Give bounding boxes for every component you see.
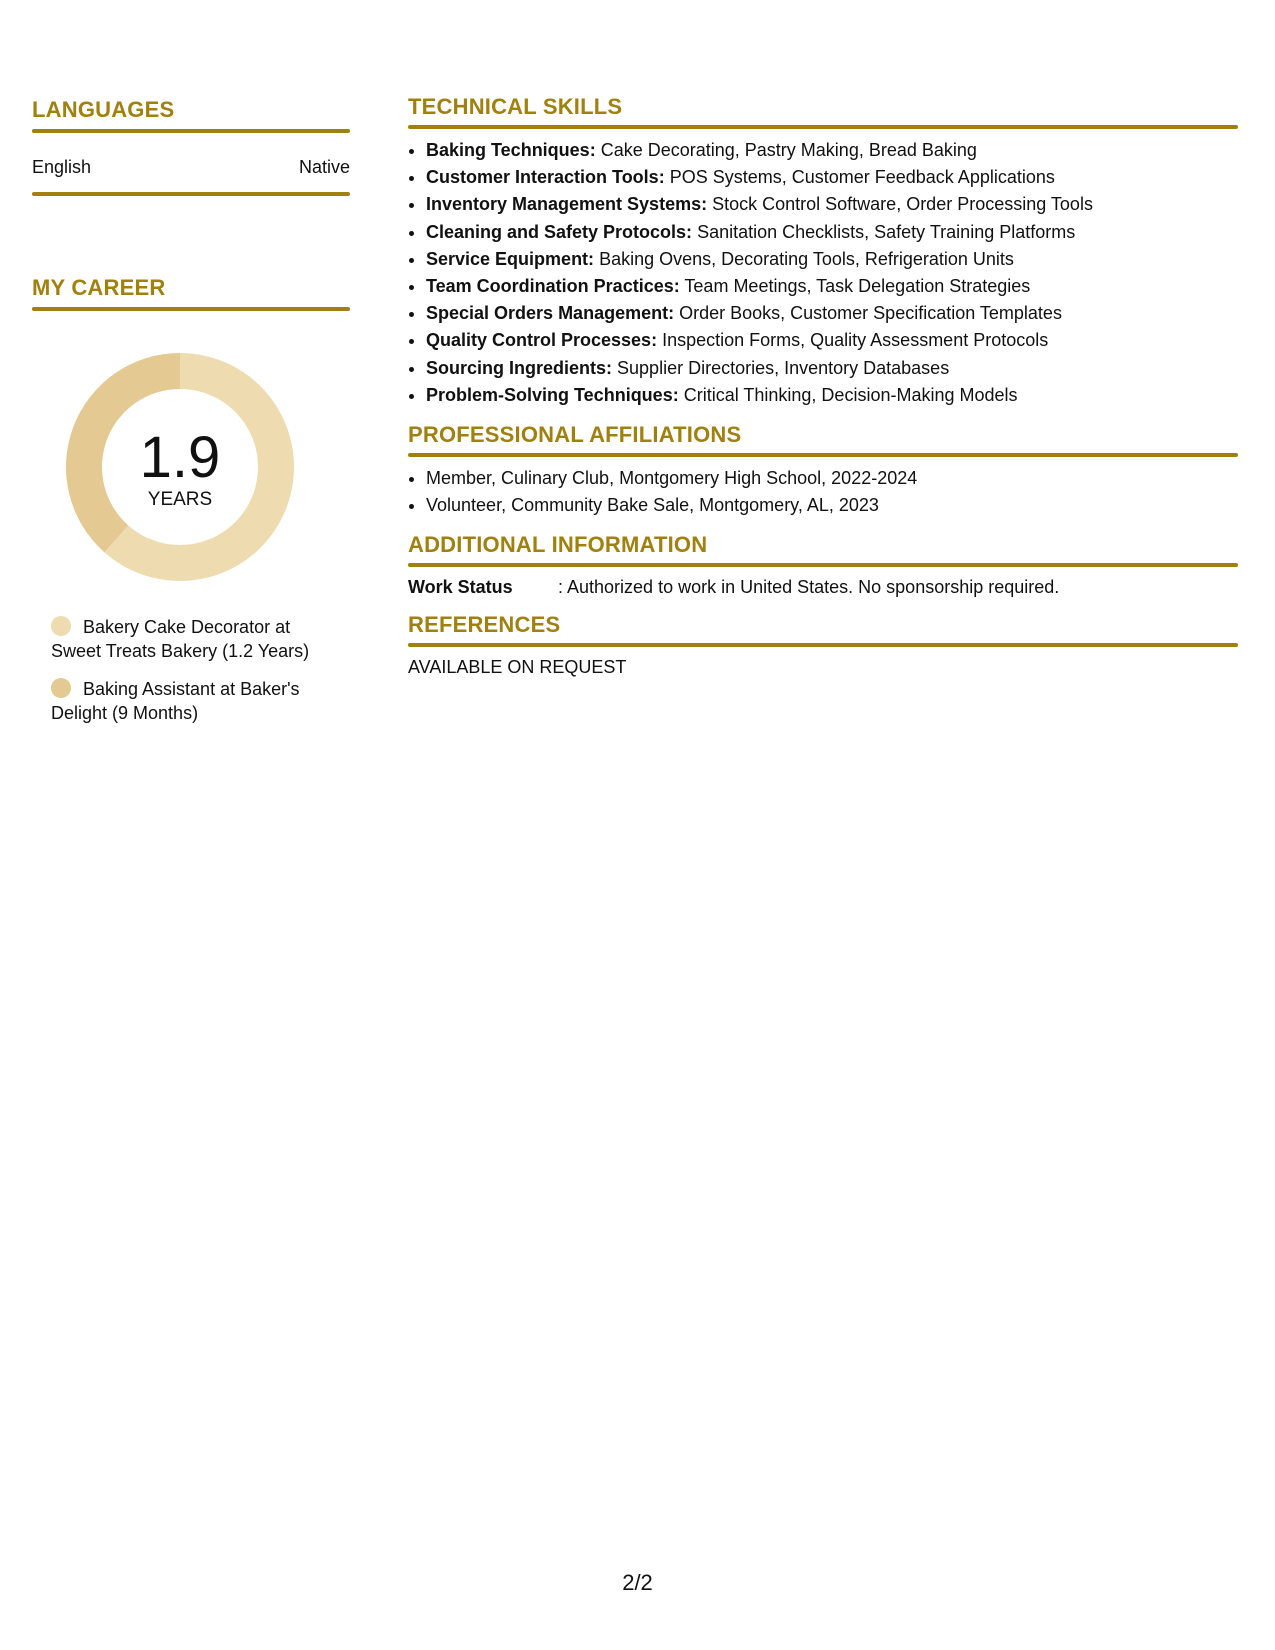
skill-item: [426, 355, 1238, 382]
career-total-value: 1.9: [139, 425, 221, 490]
languages-divider: [32, 129, 350, 133]
affiliation-item: • Member, Culinary Club, Montgomery High School, 2022-2024: [426, 465, 1238, 492]
skill-label: Inventory Management Systems:: [426, 194, 708, 215]
skill-item: [426, 164, 1238, 191]
language-level: Native: [298, 157, 350, 177]
skill-item: [426, 327, 1238, 354]
career-legend: [51, 615, 341, 725]
legend-dot-icon: [51, 678, 71, 698]
language-row: [32, 155, 350, 179]
right-column: [408, 93, 1238, 679]
technical-skills-divider: [408, 125, 1238, 129]
skill-label: Problem-Solving Techniques:: [426, 384, 679, 405]
skill-text: Inspection Forms, Quality Assessment Protocols: [662, 330, 1049, 351]
technical-skills-title: TECHNICAL SKILLS: [408, 94, 623, 119]
career-total-unit: YEARS: [147, 489, 213, 510]
left-column: [32, 96, 350, 739]
languages-title: LANGUAGES: [32, 97, 175, 122]
work-status-label: Work Status: [408, 577, 513, 598]
skill-text: Sanitation Checklists, Safety Training Platforms: [697, 221, 1076, 242]
skill-text: Stock Control Software, Order Processing Tools: [712, 194, 1093, 215]
skill-text: Order Books, Customer Specification Templates: [679, 303, 1062, 324]
skill-item: [426, 382, 1238, 409]
skill-item: [426, 273, 1238, 300]
career-title: MY CAREER: [32, 275, 166, 300]
career-legend-item: [51, 615, 341, 663]
additional-info-title: ADDITIONAL INFORMATION: [408, 532, 708, 558]
skill-item: [426, 246, 1238, 273]
references-divider: [408, 643, 1238, 647]
career-legend-item: [51, 677, 341, 725]
skill-label: Quality Control Processes:: [426, 330, 658, 351]
career-legend-label: Bakery Cake Decorator at Sweet Treats Bakery (1.2 Years): [51, 617, 310, 661]
legend-dot-icon: [51, 616, 71, 636]
skill-label: Special Orders Management:: [426, 303, 675, 324]
skill-label: Customer Interaction Tools:: [426, 167, 665, 188]
additional-info-divider: [408, 563, 1238, 567]
skill-label: Team Coordination Practices:: [426, 276, 680, 297]
skill-text: Team Meetings, Task Delegation Strategies: [684, 276, 1031, 297]
technical-skills-list: [408, 137, 1238, 409]
references-text: AVAILABLE ON REQUEST: [408, 657, 627, 678]
work-status-value: : Authorized to work in United States. No sponsorship required.: [558, 577, 1060, 598]
skill-label: Baking Techniques:: [426, 140, 596, 160]
skill-text: Critical Thinking, Decision-Making Models: [683, 384, 1018, 405]
skill-text: POS Systems, Customer Feedback Applications: [669, 167, 1055, 188]
page-number: 2/2: [622, 1570, 653, 1595]
donut-center: [66, 353, 294, 581]
skill-item: [426, 191, 1238, 218]
work-status-row: [408, 575, 1238, 599]
skill-item: [426, 300, 1238, 327]
language-level-bar: [32, 192, 350, 196]
skill-label: Cleaning and Safety Protocols:: [426, 221, 693, 242]
skill-label: Service Equipment:: [426, 248, 595, 269]
skill-label: Sourcing Ingredients:: [426, 357, 613, 378]
skill-text: Baking Ovens, Decorating Tools, Refrigeration Units: [599, 248, 1014, 269]
skill-text: Cake Decorating, Pastry Making, Bread Baking: [600, 140, 977, 160]
skill-text: Supplier Directories, Inventory Databases: [617, 357, 950, 378]
references-title: REFERENCES: [408, 612, 561, 638]
affiliations-title: PROFESSIONAL AFFILIATIONS: [408, 422, 742, 448]
affiliations-list: [408, 465, 1238, 519]
career-legend-label: Baking Assistant at Baker's Delight (9 Months): [51, 679, 300, 723]
career-divider: [32, 307, 350, 311]
skill-item: [426, 137, 1238, 164]
affiliation-item: • Volunteer, Community Bake Sale, Montgomery, AL, 2023: [426, 492, 1238, 519]
career-donut-chart: [66, 353, 294, 581]
affiliations-divider: [408, 453, 1238, 457]
skill-item: [426, 219, 1238, 246]
language-name: English: [32, 157, 92, 177]
